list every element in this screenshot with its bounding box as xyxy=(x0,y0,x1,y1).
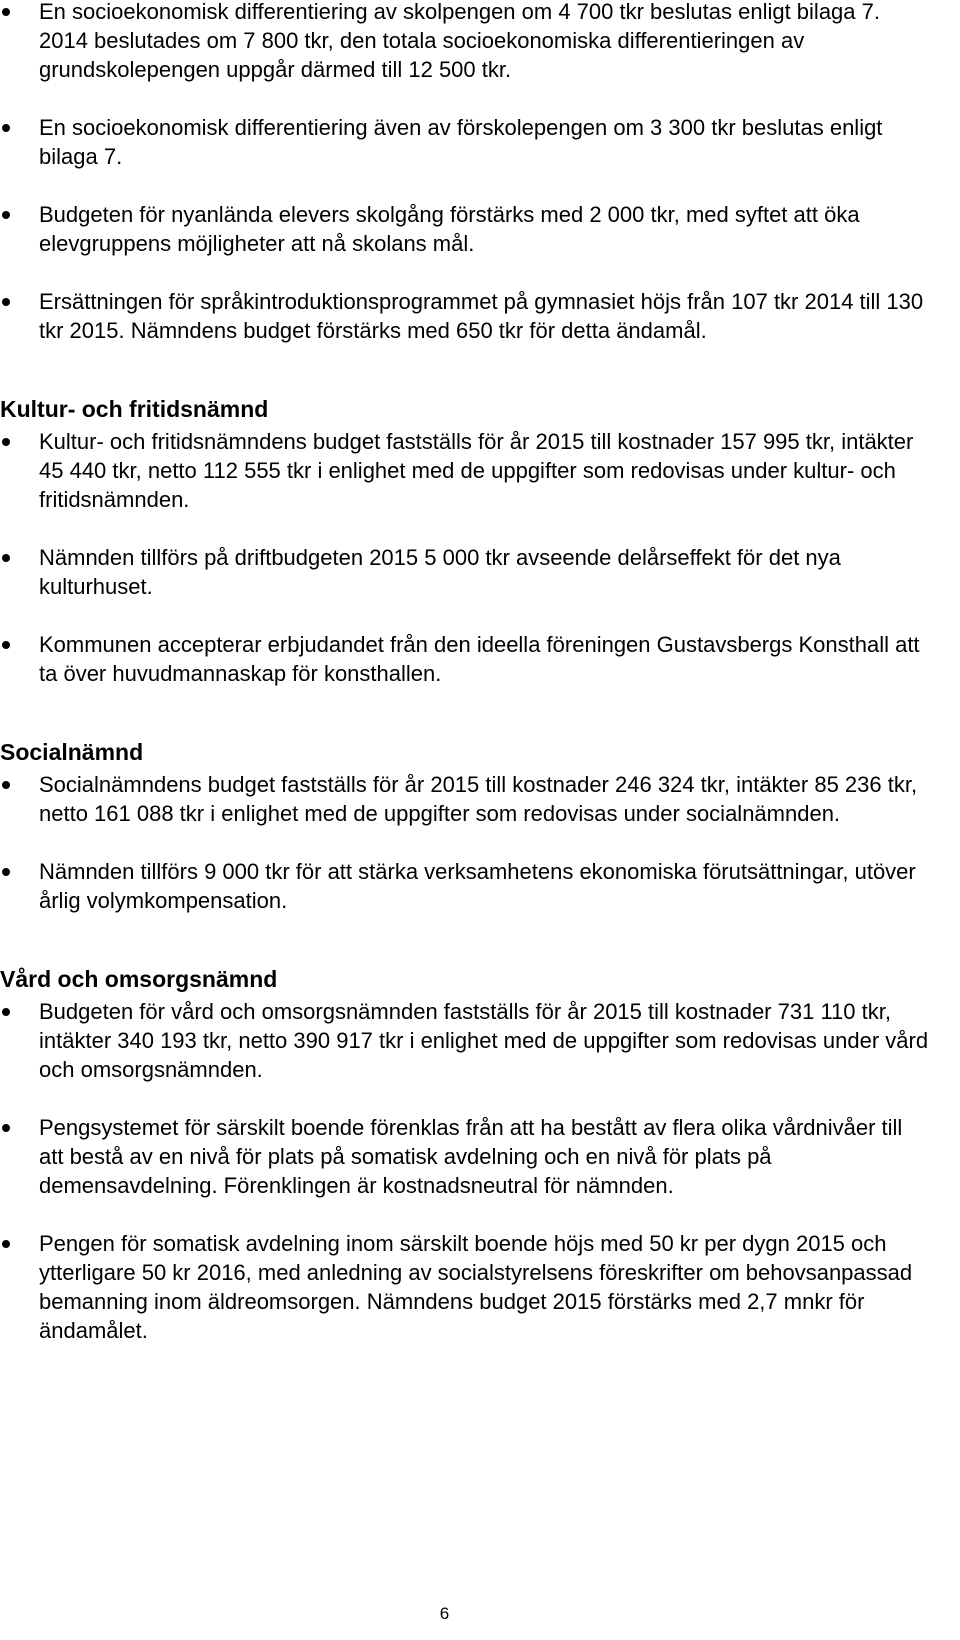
bullet-icon xyxy=(2,124,10,132)
kultur-bullet-list xyxy=(0,427,930,688)
section-heading-vard: Vård och omsorgsnämnd xyxy=(0,966,278,992)
list-item xyxy=(0,630,930,688)
list-item xyxy=(0,1113,930,1200)
bullet-text: Ersättningen för språkintroduktionsprogrammet på gymnasiet höjs från 107 tkr 2014 till 130 tkr 2015. Nämndens budget förstärks med 650 tkr för detta ändamål. xyxy=(39,289,924,343)
list-item xyxy=(0,287,930,345)
section-heading-social: Socialnämnd xyxy=(0,739,144,765)
bullet-icon xyxy=(2,868,10,876)
bullet-text: En socioekonomisk differentiering även av förskolepengen om 3 300 tkr beslutas enligt bilaga 7. xyxy=(39,115,883,169)
bullet-text: Pengen för somatisk avdelning inom särskilt boende höjs med 50 kr per dygn 2015 och ytterligare 50 kr 2016, med anledning av socialstyrelsens föreskrifter om behovsanpassad bemanning inom äldreomsorgen. Nämndens budget 2015 förstärks med 2,7 mnkr för ändamålet. xyxy=(39,1231,913,1343)
bullet-icon xyxy=(2,298,10,306)
bullet-text: Nämnden tillförs på driftbudgeten 2015 5 000 tkr avseende delårseffekt för det nya kulturhuset. xyxy=(39,545,841,599)
list-item xyxy=(0,997,930,1084)
list-item xyxy=(0,427,930,514)
bullet-text: Budgeten för vård och omsorgsnämnden fastställs för år 2015 till kostnader 731 110 tkr, intäkter 340 193 tkr, netto 390 917 tkr i enlighet med de uppgifter som redovisas under vård och omsorgsnämnden. xyxy=(39,999,929,1082)
list-item xyxy=(0,1229,930,1345)
page-number: 6 xyxy=(439,1604,450,1623)
bullet-text: En socioekonomisk differentiering av skolpengen om 4 700 tkr beslutas enligt bilaga 7. 2014 beslutades om 7 800 tkr, den totala socioekonomiska differentieringen av grundskolepengen uppgår därmed till 12 500 tkr. xyxy=(39,0,880,82)
list-item xyxy=(0,543,930,601)
bullet-icon xyxy=(2,1008,10,1016)
bullet-icon xyxy=(2,781,10,789)
bullet-icon xyxy=(2,1240,10,1248)
list-item xyxy=(0,113,930,171)
vard-bullet-list xyxy=(0,997,930,1345)
bullet-text: Pengsystemet för särskilt boende förenklas från att ha bestått av flera olika vårdnivåer till att bestå av en nivå för plats på somatisk avdelning och en nivå för plats på demensavdelning. Förenklingen är kostnadsneutral för nämnden. xyxy=(39,1115,903,1198)
list-item xyxy=(0,200,930,258)
bullet-icon xyxy=(2,641,10,649)
bullet-text: Kommunen accepterar erbjudandet från den ideella föreningen Gustavsbergs Konsthall att ta över huvudmannaskap för konsthallen. xyxy=(39,632,920,686)
section-heading-kultur: Kultur- och fritidsnämnd xyxy=(0,396,269,422)
intro-bullet-list xyxy=(0,0,930,345)
bullet-icon xyxy=(2,8,10,16)
bullet-icon xyxy=(2,211,10,219)
list-item xyxy=(0,857,930,915)
list-item xyxy=(0,0,930,84)
bullet-text: Kultur- och fritidsnämndens budget fastställs för år 2015 till kostnader 157 995 tkr, intäkter 45 440 tkr, netto 112 555 tkr i enlighet med de uppgifter som redovisas under kultur- och fritidsnämnden. xyxy=(39,429,914,512)
bullet-icon xyxy=(2,1124,10,1132)
bullet-icon xyxy=(2,438,10,446)
list-item xyxy=(0,770,930,828)
bullet-text: Budgeten för nyanlända elevers skolgång förstärks med 2 000 tkr, med syftet att öka elevgruppens möjligheter att nå skolans mål. xyxy=(39,202,860,256)
bullet-text: Nämnden tillförs 9 000 tkr för att stärka verksamhetens ekonomiska förutsättningar, utöver årlig volymkompensation. xyxy=(39,859,916,913)
social-bullet-list xyxy=(0,770,930,915)
bullet-icon xyxy=(2,554,10,562)
bullet-text: Socialnämndens budget fastställs för år 2015 till kostnader 246 324 tkr, intäkter 85 236 tkr, netto 161 088 tkr i enlighet med de uppgifter som redovisas under socialnämnden. xyxy=(39,772,918,826)
